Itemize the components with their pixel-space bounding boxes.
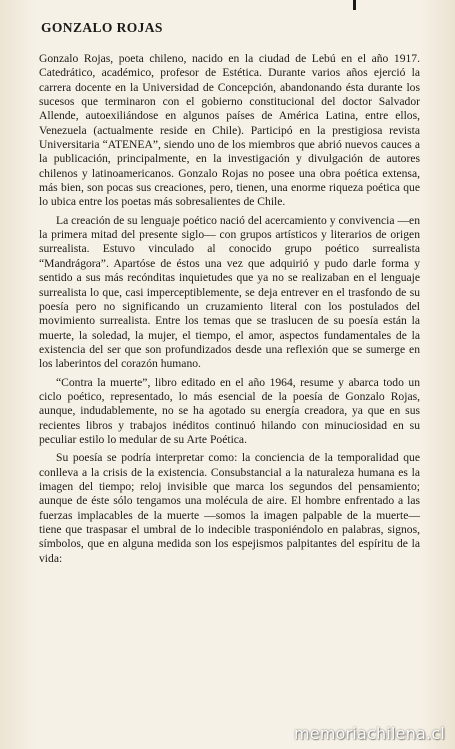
paragraph-language: La creación de su lenguaje poético nació del acercamiento y convivencia —en la primera mitad del presente siglo— con grupos artísticos y literarios de origen surrealista. Estuvo vinculado al conocido grupo poético surrealista “Mandrágora”. Apartóse de éstos una vez que adquirió y pudo darle forma y sentido a sus más recónditas inquietudes que ya no se realizaban en el lenguaje surrealista lo que, casi imperceptiblemente, se deja entrever en el trasfondo de su poesía pero no significando un cruzamiento literal con los postulados del movimiento surrealista. Entre los temas que se traslucen de su poesía están la muerte, la soledad, la mujer, el tiempo, el amor, aspectos fundamentales de la existencia del ser que son profundizados desde una reflexión que se sumerge en los laberintos del corazón humano. bbox=[39, 213, 420, 371]
page-edge-mark bbox=[353, 0, 356, 10]
site-watermark: memoriachilena.cl bbox=[294, 724, 445, 743]
author-heading: GONZALO ROJAS bbox=[41, 20, 163, 35]
paragraph-biography: Gonzalo Rojas, poeta chileno, nacido en la ciudad de Lebú en el año 1917. Catedrático, académico, profesor de Estética. Durante varios años ejerció la carrera docente en la Universidad de Concepción, abandonando ésta durante los sucesos que terminaron con el gobierno constitucional del doctor Salvador Allende, autoexiliándose en algunos países de América Latina, entre ellos, Venezuela (actualmente reside en Chile). Participó en la prestigiosa revista Universitaria “ATENEA”, siendo uno de los miembros que abrió nuevos cauces a la publicación, principalmente, en la investigación y divulgación de autores chilenos y latinoamericanos. Gonzalo Rojas no posee una obra poética extensa, más bien, son pocas sus creaciones, pero, tienen, una enorme riqueza poética que lo ubica entre los poetas más sobresalientes de Chile. bbox=[39, 52, 420, 209]
body-text bbox=[39, 52, 420, 566]
paragraph-interpretation: Su poesía se podría interpretar como: la conciencia de la temporalidad que conlleva a la crisis de la existencia. Consubstancial a la naturaleza humana es la imagen del tiempo; reloj invisible que marca los segundos del pensamiento; aunque de éste sólo tengamos una molécula de aire. El hombre enfrentado a las fuerzas implacables de la muerte —somos la imagen palpable de la muerte— tiene que traspasar el umbral de lo indecible trasponiéndolo en palabras, signos, símbolos, que en alguna medida son los espejismos palpitantes del espíritu de la vida: bbox=[39, 451, 420, 565]
paragraph-contra-la-muerte: “Contra la muerte”, libro editado en el año 1964, resume y abarca todo un ciclo poético, representado, lo más esencial de la poesía de Gonzalo Rojas, aunque, indudablemente, no se ha agotado su energía creadora, ya que en sus recientes libros y trabajos inéditos continuó hilando con minuciosidad en su peculiar estilo lo medular de su Arte Poética. bbox=[39, 375, 420, 446]
